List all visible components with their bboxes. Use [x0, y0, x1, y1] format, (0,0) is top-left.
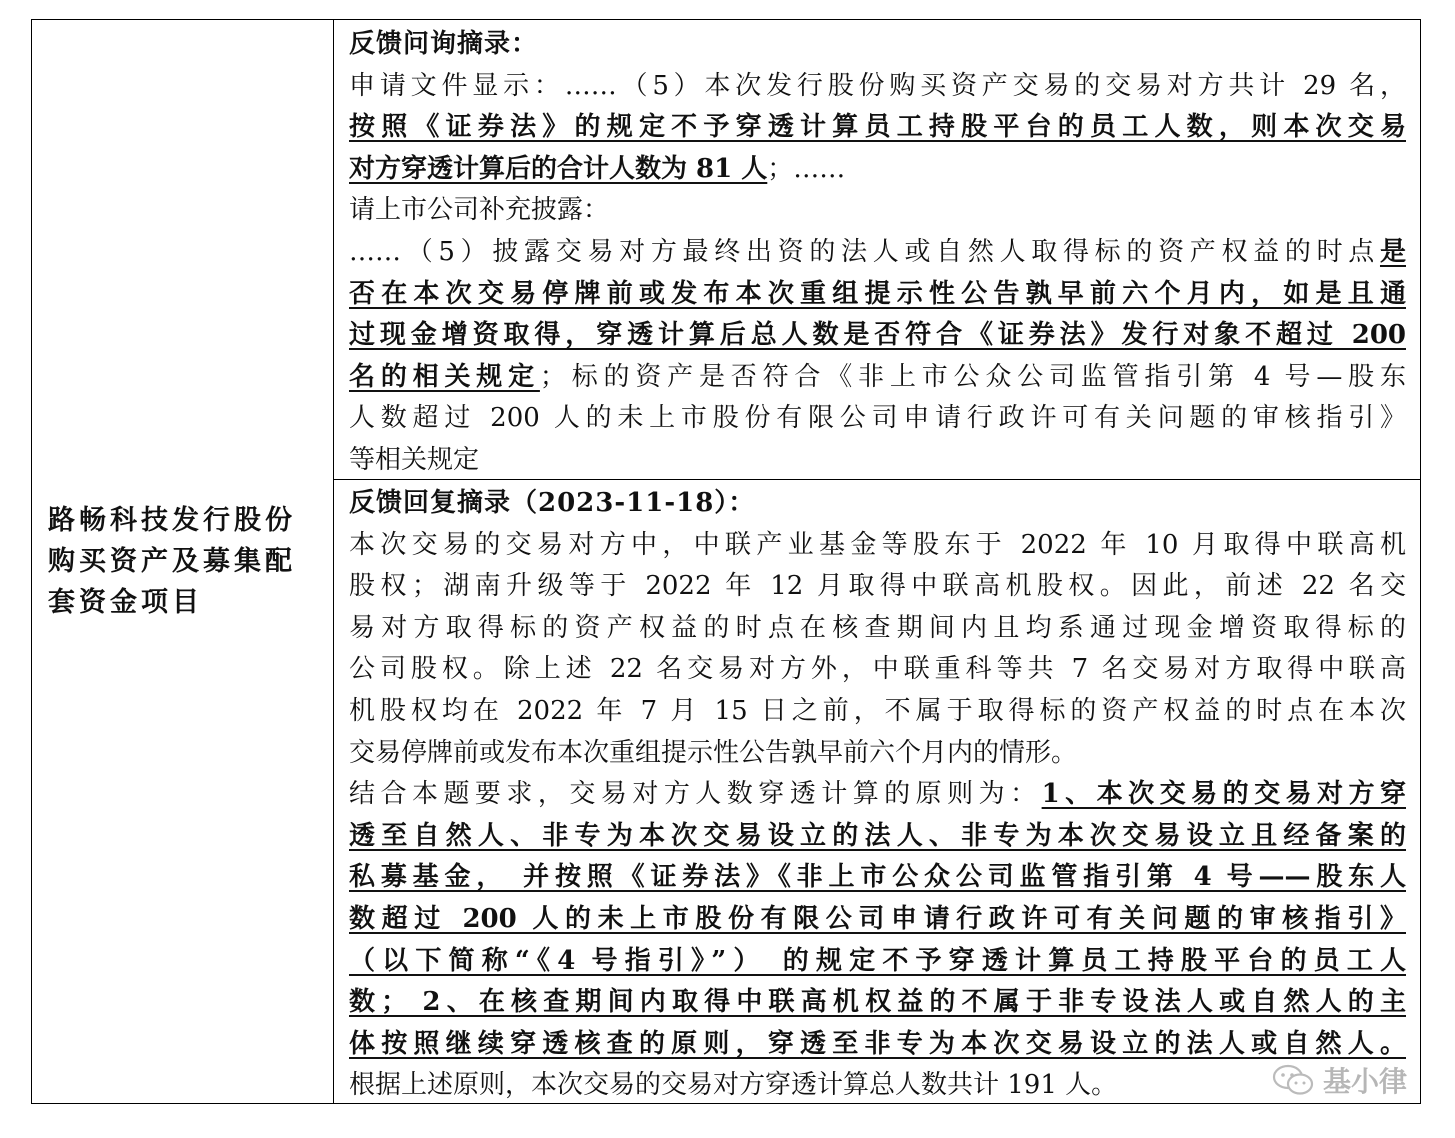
text-line: 数超过 200 人的未上市股份有限公司申请行政许可有关问题的审核指引》 — [349, 903, 1406, 934]
text-line: 人数超过 200 人的未上市股份有限公司申请行政许可有关问题的审核指引》 — [349, 403, 1406, 434]
text-line: 等相关规定 — [349, 444, 480, 475]
text-line: 交易停牌前或发布本次重组提示性公告孰早前六个月内的情形。 — [349, 737, 1078, 768]
column-divider — [333, 20, 334, 1103]
text-line: 体按照继续穿透核查的原则，穿透至非专为本次交易设立的法人或自然人。 — [349, 1028, 1406, 1059]
watermark — [1271, 1060, 1407, 1100]
text-line: 请上市公司补充披露： — [349, 195, 610, 226]
highlight-text: 对方穿透计算后的合计人数为 81 人 — [349, 153, 768, 184]
reply-heading: 反馈回复摘录（2023-11-18）： — [349, 488, 756, 518]
text-line — [349, 232, 1406, 274]
project-title: 路畅科技发行股份购买资产及募集配套资金项目 — [48, 505, 296, 618]
text-line: 易对方取得标的资产权益的时点在核查期间内且均系通过现金增资取得标的 — [349, 612, 1406, 643]
plain-text: ；…… — [767, 153, 846, 184]
plain-text: ；标的资产是否符合《非上市公众公司监管指引第 4 号—股东 — [539, 361, 1406, 392]
watermark-text: 基小律 — [1322, 1065, 1407, 1098]
plain-text: 结合本题要求，交易对方人数穿透计算的原则为： — [349, 779, 1042, 810]
text-line: 股权；湖南升级等于 2022 年 12 月取得中联高机股权。因此，前述 22 名交 — [349, 571, 1406, 602]
plain-text: ……（5）披露交易对方最终出资的法人或自然人取得标的资产权益的时点 — [349, 236, 1380, 267]
text-line: 申请文件显示：……（5）本次发行股份购买资产交易的交易对方共计 29 名， — [349, 70, 1406, 101]
text-line: 私募基金， 并按照《证券法》《非上市公众公司监管指引第 4 号——股东人 — [349, 862, 1406, 893]
text-line: 过现金增资取得，穿透计算后总人数是否符合《证券法》发行对象不超过 200 — [349, 320, 1406, 351]
highlight-text: 1、本次交易的交易对方穿 — [1041, 779, 1406, 810]
text-line: 数； 2、在核查期间内取得中联高机权益的不属于非专设法人或自然人的主 — [349, 987, 1406, 1018]
reply-cell — [349, 483, 1406, 1107]
highlight-text: 名的相关规定 — [349, 361, 540, 392]
text-line: （以下简称“《4 号指引》”） 的规定不予穿透计算员工持股平台的员工人 — [349, 945, 1406, 976]
text-line: 按照《证券法》的规定不予穿透计算员工持股平台的员工人数，则本次交易 — [349, 112, 1406, 143]
text-line — [349, 774, 1406, 816]
text-line: 根据上述原则，本次交易的交易对方穿透计算总人数共计 191 人。 — [349, 1070, 1118, 1101]
project-cell — [32, 20, 333, 1103]
inquiry-cell — [349, 24, 1406, 482]
text-line — [349, 149, 1406, 191]
highlight-text: 是 — [1379, 236, 1406, 267]
wechat-icon — [1271, 1063, 1315, 1097]
text-line: 本次交易的交易对方中，中联产业基金等股东于 2022 年 10 月取得中联高机 — [349, 529, 1406, 560]
text-line: 否在本次交易停牌前或发布本次重组提示性公告孰早前六个月内，如是且通 — [349, 278, 1406, 309]
inquiry-heading: 反馈问询摘录： — [349, 29, 539, 59]
text-line — [349, 357, 1406, 399]
text-line: 透至自然人、非专为本次交易设立的法人、非专为本次交易设立且经备案的 — [349, 820, 1406, 851]
text-line: 公司股权。除上述 22 名交易对方外，中联重科等共 7 名交易对方取得中联高 — [349, 654, 1406, 685]
table — [31, 19, 1421, 1104]
text-line: 机股权均在 2022 年 7 月 15 日之前，不属于取得标的资产权益的时点在本次 — [349, 695, 1406, 726]
